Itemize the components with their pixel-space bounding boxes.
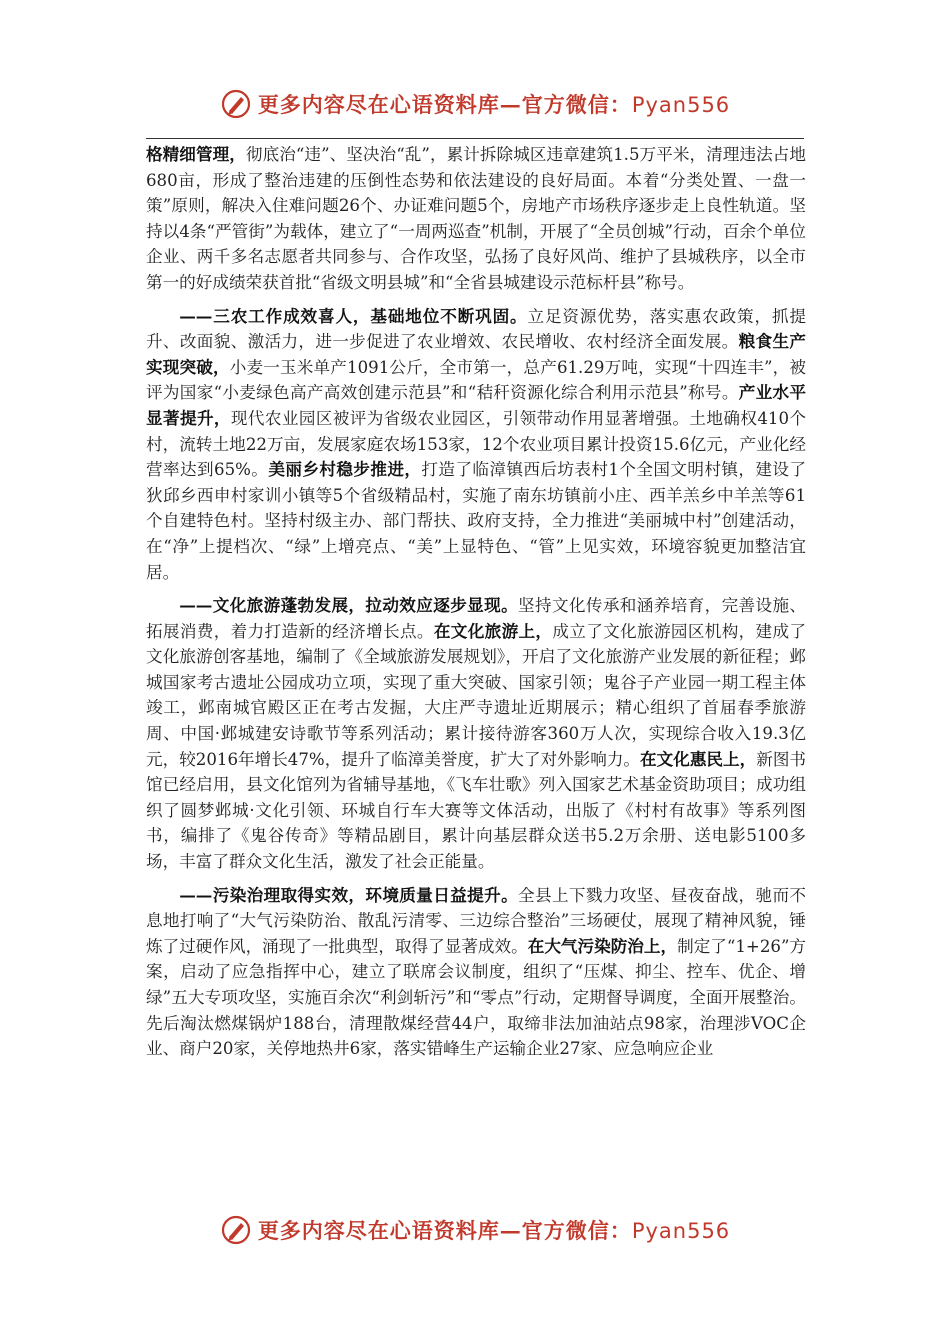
body-text: 立足资源优势，落实惠农政策，抓提升、改面貌、激活力，进一步促进了农业增效、农民增收、农村经济全面发展。: [146, 306, 807, 352]
header-banner-text: 更多内容尽在心语资料库—官方微信：Pyan556: [257, 92, 731, 117]
red-pen-seal-icon: [220, 88, 252, 120]
body-text: 新图书馆已经启用，县文化馆列为省辅导基地，《飞车壮歌》列入国家艺术基金资助项目；成功组织了圆梦邺城·文化引领、环城自行车大赛等文体活动，出版了《村村有故事》等系列图书，编排了《鬼谷传奇》等精品剧目，累计向基层群众送书5.2万余册、送电影5100多场，丰富了群众文化生活，激发了社会正能量。: [146, 749, 807, 872]
paragraph-4: [146, 883, 806, 1062]
bold-heading-text: 在文化惠民上，: [640, 748, 757, 769]
document-body: [146, 142, 806, 1070]
header-rule: [146, 138, 804, 139]
body-text: 成立了文化旅游园区机构，建成了文化旅游创客基地，编制了《全域旅游发展规划》，开启了文化旅游产业发展的新征程；邺城国家考古遗址公园成功立项，实现了重大突破、国家引领；鬼谷子产业园一期工程主体竣工，邺南城官殿区正在考古发掘，大庄严寺遗址近期展示；精心组织了首届春季旅游周、中国·邺城建安诗歌节等系列活动；累计接待游客360万人次，实现综合收入19.3亿元，较2016年增长47%，提升了临漳美誉度，扩大了对外影响力。: [146, 621, 807, 769]
bold-heading-text: 美丽乡村稳步推进，: [268, 459, 422, 480]
body-text: 彻底治“违”、坚决治“乱”，累计拆除城区违章建筑1.5万平米，清理违法占地680亩，形成了整治违建的压倒性态势和依法建设的良好局面。本着“分类处置、一盘一策”原则，解决入住难问题26个、办证难问题5个，房地产市场秩序逐步走上良性轨道。坚持以4条“严管街”为载体，建立了“一周两巡查”机制，开展了“全员创城”行动，百余个单位企业、两千多名志愿者共同参与、合作攻坚，弘扬了良好风尚、维护了县城秩序，以全市第一的好成绩荣获首批“省级文明县城”和“全省县城建设示范标杆县”称号。: [146, 145, 807, 292]
paragraph-3: [146, 593, 806, 875]
paragraph-1: [146, 142, 806, 296]
bold-heading-text: 粮食生产实现突破，: [146, 331, 806, 377]
body-text: 打造了临漳镇西后坊表村1个全国文明村镇，建设了狄邱乡西申村家训小镇等5个省级精品村，实施了南东坊镇前小庄、西羊羔乡中羊羔等61个自建特色村。坚持村级主办、部门帮扶、政府支持，全力推进“美丽城中村”创建活动，在“净”上提档次、“绿”上增亮点、“美”上显特色、“管”上见实效，环境容貌更加整洁宜居。: [146, 460, 806, 582]
body-text: 小麦一玉米单产1091公斤，全市第一，总产61.29万吨，实现“十四连丰”，被评为国家“小麦绿色高产高效创建示范县”和“秸秆资源化综合利用示范县”称号。: [146, 357, 807, 403]
bold-heading-text: 在文化旅游上，: [433, 620, 553, 641]
bold-heading-text: 产业水平显著提升，: [146, 382, 807, 428]
bold-heading-text: ——文化旅游蓬勃发展，拉动效应逐步显现。: [179, 595, 519, 616]
bold-heading-text: ——污染治理取得实效，环境质量日益提升。: [179, 884, 519, 905]
paragraph-lead: 格精细管理，: [146, 144, 246, 164]
body-text: 全县上下戮力攻坚、昼夜奋战，驰而不息地打响了“大气污染防治、散乱污清零、三边综合整治”三场硬仗，展现了精神风貌，锤炼了过硬作风，涌现了一批典型，取得了显著成效。: [146, 885, 807, 956]
bold-heading-text: 在大气污染防治上，: [527, 935, 678, 956]
header-banner: [0, 84, 950, 124]
footer-banner: [0, 1210, 950, 1250]
body-text: 制定了“1+26”方案，启动了应急指挥中心，建立了联席会议制度，组织了“压煤、抑尘、控车、优企、增绿”五大专项攻坚，实施百余次“利剑斩污”和“零点”行动，定期督导调度，全面开展整治。先后淘汰燃煤锅炉188台，清理散煤经营44户，取缔非法加油站点98家，治理涉VOC企业、商户20家，关停地热井6家，落实错峰生产运输企业27家、应急响应企业: [146, 936, 807, 1059]
footer-banner-text: 更多内容尽在心语资料库—官方微信：Pyan556: [257, 1218, 731, 1243]
body-text: 现代农业园区被评为省级农业园区，引领带动作用显著增强。土地确权410个村，流转土地22万亩，发展家庭农场153家，12个农业项目累计投资15.6亿元，产业化经营率达到65%。: [146, 408, 807, 480]
paragraph-2: [146, 304, 806, 586]
red-pen-seal-icon: [220, 1214, 252, 1246]
body-text: 坚持文化传承和涵养培育，完善设施、拓展消费，着力打造新的经济增长点。: [146, 596, 807, 641]
bold-heading-text: ——三农工作成效喜人，基础地位不断巩固。: [179, 305, 528, 326]
